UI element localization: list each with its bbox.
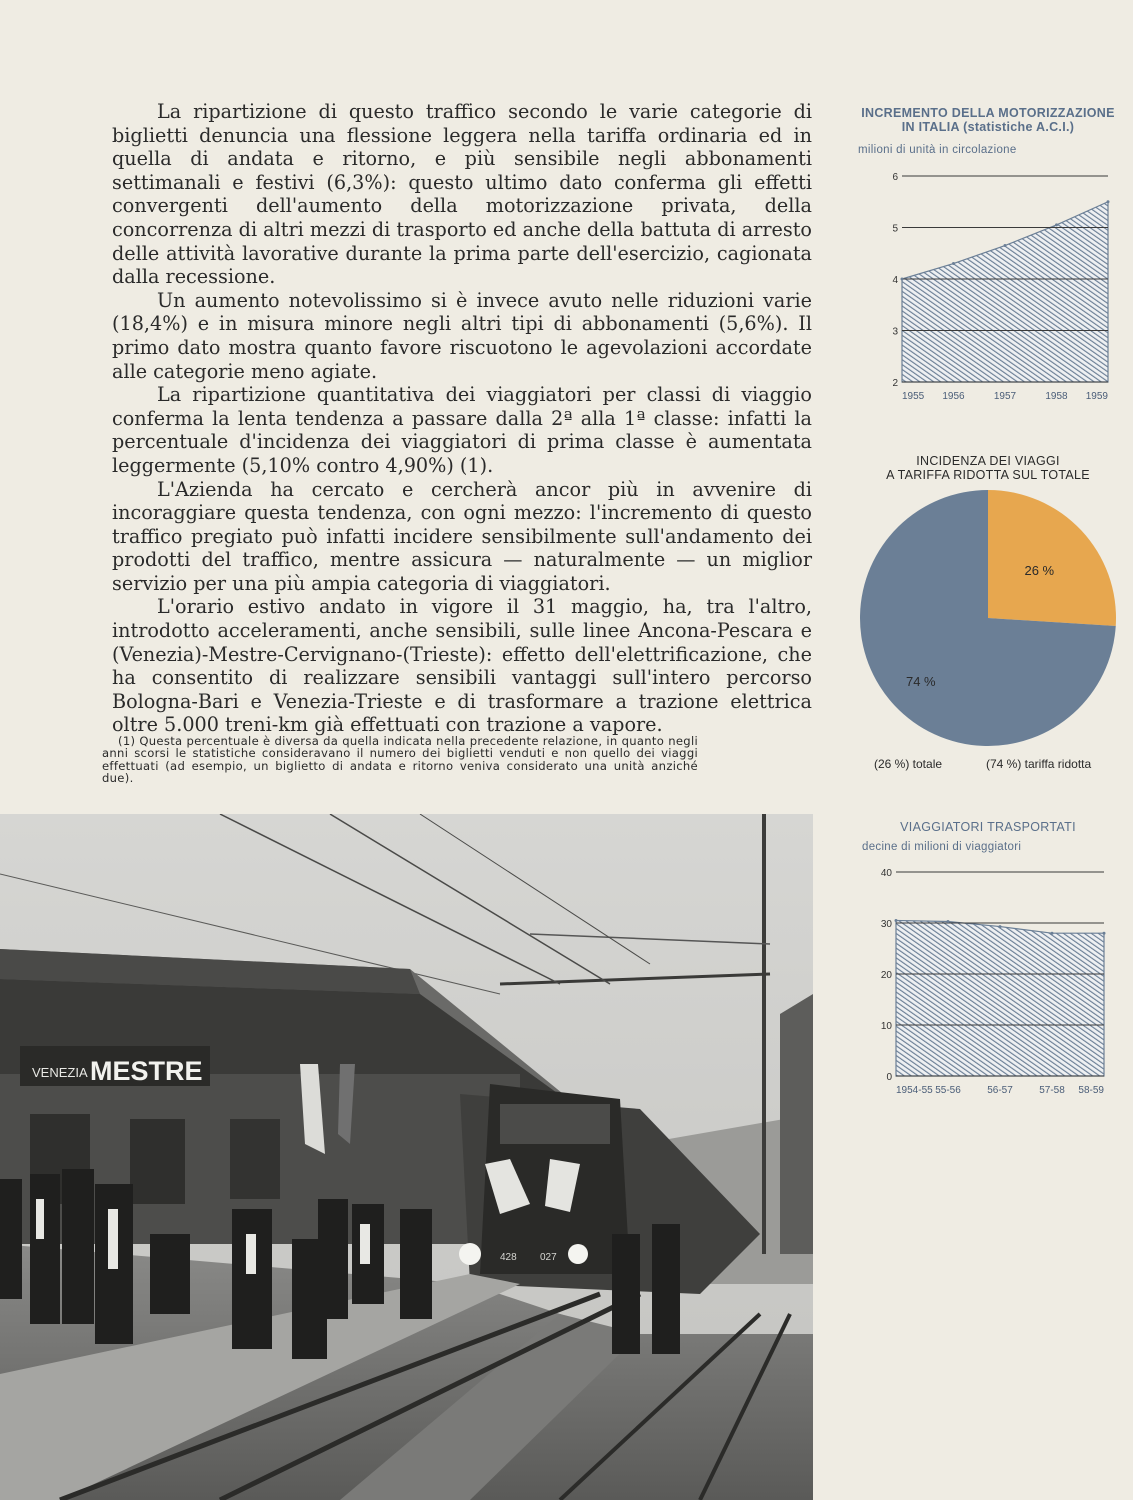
- paragraph: La ripartizione di questo traffico secondo le varie categorie di biglietti denuncia una flessione leggera nella tariffa ordinaria ed in quella di andata e ritorno, e più sensibile negli abbonamenti settimanali e festivi (6,3%): questo ultimo dato conferma gli effetti convergenti dell'aumento della motorizzazione privata, della concorrenza di altri mezzi di trasporto ed anche della battuta di arresto delle attività lavorative durante la prima parte dell'esercizio, cagionata dalla recessione.: [112, 100, 812, 289]
- footnote-text: (1) Questa percentuale è diversa da quella indicata nella precedente relazione, in quanto negli anni scorsi le statistiche consideravano il numero dei biglietti venduti e non quello dei viaggi effettuati (ad esempio, un biglietto di andata e ritorno veniva considerato una unità anziché due).: [102, 734, 698, 786]
- data-point: [1051, 932, 1054, 935]
- station-photo: [0, 814, 813, 1500]
- area-series: [896, 920, 1104, 1076]
- chart-pie: [860, 490, 1130, 780]
- chart2-title-line2: A TARIFFA RIDOTTA SUL TOTALE: [886, 468, 1090, 482]
- main-text: [112, 100, 812, 737]
- x-tick-label: 1954-55: [896, 1085, 933, 1096]
- paragraph: Un aumento notevolissimo si è invece avuto nelle riduzioni varie (18,4%) e in misura minore negli altri tipi di abbonamenti (5,6%). Il primo dato mostra quanto favore riscuotono le agevolazioni accordate alle categorie meno agiate.: [112, 288, 812, 383]
- y-tick-label: 10: [880, 1021, 892, 1032]
- x-tick-label: 1959: [1085, 391, 1108, 402]
- pie-legend-entry: (74 %) tariffa ridotta: [986, 757, 1092, 771]
- paragraph: L'orario estivo andato in vigore il 31 maggio, ha, tra l'altro, introdotto acceleramenti, anche sensibili, sulle linee Ancona-Pescara e (Venezia)-Mestre-Cervignano-(Trieste): effetto dell'elettrificazione, che ha consentito di realizzare sensibili vantaggi sull'intero percorso Bologna-Bari e Venezia-Trieste e di trasformare a trazione elettrica oltre 5.000 treni-km già effettuati con trazione a vapore.: [112, 595, 812, 737]
- data-point: [947, 920, 950, 923]
- data-point: [1055, 223, 1058, 226]
- x-tick-label: 56-57: [987, 1085, 1013, 1096]
- y-tick-label: 4: [892, 275, 898, 286]
- chart1-title-line1: INCREMENTO DELLA MOTORIZZAZIONE: [861, 106, 1115, 120]
- loco-number-left: 428: [500, 1252, 517, 1263]
- x-tick-label: 1955: [902, 391, 925, 402]
- data-point: [999, 925, 1002, 928]
- y-tick-label: 0: [886, 1072, 892, 1083]
- paragraph: L'Azienda ha cercato e cercherà ancor più in avvenire di incoraggiare questa tendenza, con ogni mezzo: l'incremento di questo traffico pregiato può infatti incidere sensibilmente sull'andamento dei prodotti del traffico, mentre assicura — naturalmente — un miglior servizio per una più ampia categoria di viaggiatori.: [112, 477, 812, 595]
- x-tick-label: 1957: [993, 391, 1017, 402]
- y-tick-label: 6: [892, 172, 898, 183]
- footnote: [102, 735, 698, 785]
- chart3-ylabel: decine di milioni di viaggiatori: [862, 841, 1022, 853]
- y-tick-label: 30: [880, 919, 892, 930]
- chart3-title: VIAGGIATORI TRASPORTATI: [900, 820, 1076, 834]
- area-series: [902, 202, 1108, 382]
- chart2-title-line1: INCIDENZA DEI VIAGGI: [916, 454, 1060, 468]
- chart2-title: [858, 454, 1118, 482]
- x-tick-label: 57-58: [1039, 1085, 1065, 1096]
- y-tick-label: 40: [880, 868, 892, 879]
- y-tick-label: 2: [892, 378, 898, 389]
- chart1-title-line2: IN ITALIA (statistiche A.C.I.): [901, 120, 1075, 134]
- x-tick-label: 55-56: [935, 1085, 961, 1096]
- data-point: [1004, 244, 1007, 247]
- y-tick-label: 3: [892, 326, 898, 338]
- loco-number-right: 027: [540, 1252, 557, 1263]
- pie-label: 26 %: [1024, 562, 1055, 578]
- x-tick-label: 58-59: [1078, 1085, 1104, 1096]
- data-point: [1107, 200, 1110, 203]
- sign-city: VENEZIA: [32, 1065, 88, 1080]
- pie-slice: [988, 490, 1116, 626]
- chart1-ylabel: milioni di unità in circolazione: [858, 144, 1017, 156]
- paragraph: La ripartizione quantitativa dei viaggiatori per classi di viaggio conferma la lenta tendenza a passare dalla 2ª alla 1ª classe: infatti la percentuale d'incidenza dei viaggiatori di prima classe è aumentata leggermente (5,10% contro 4,90%) (1).: [112, 383, 812, 477]
- chart-viaggiatori: [860, 860, 1130, 1105]
- x-tick-label: 1958: [1045, 391, 1068, 402]
- sign-station: MESTRE: [90, 1056, 203, 1086]
- x-tick-label: 1956: [942, 391, 965, 402]
- y-tick-label: 5: [892, 223, 898, 235]
- data-point: [901, 278, 904, 281]
- pie-label: 74 %: [905, 674, 936, 690]
- data-point: [952, 262, 955, 265]
- data-point: [1103, 932, 1106, 935]
- y-tick-label: 20: [880, 970, 892, 981]
- chart-motorizzazione: [860, 160, 1130, 410]
- pie-legend-entry: (26 %) totale: [874, 757, 943, 771]
- chart1-title: [858, 106, 1118, 134]
- data-point: [895, 919, 898, 922]
